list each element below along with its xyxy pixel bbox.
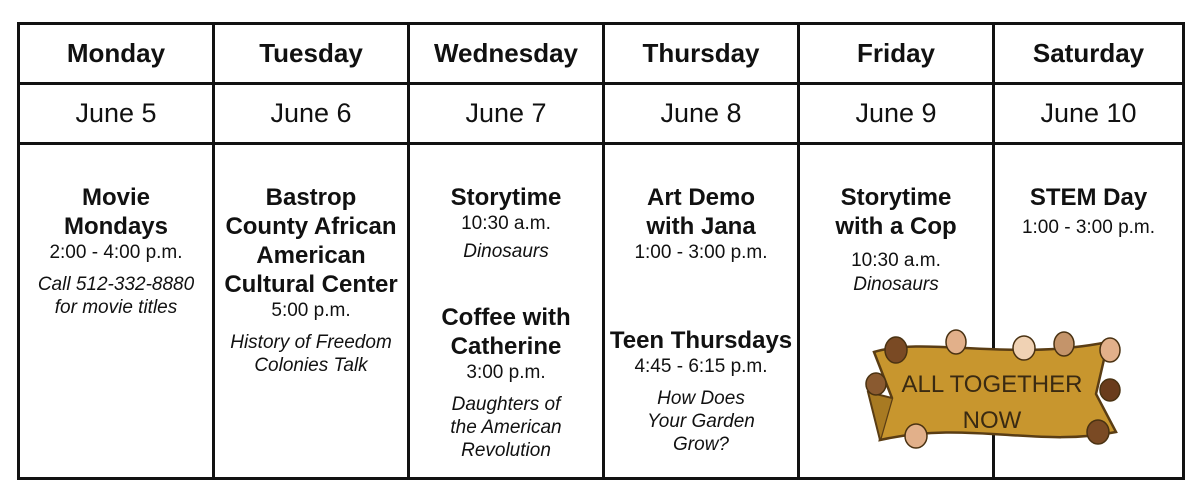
event-note: the American [450, 417, 562, 438]
date-header: June 9 [800, 85, 992, 145]
event-note: Dinosaurs [853, 274, 939, 295]
day-events [215, 145, 407, 477]
event-note: Grow? [673, 434, 729, 455]
event-note: Daughters of [451, 394, 561, 415]
event-title: Mondays [63, 213, 168, 240]
event-title: Storytime [840, 184, 952, 211]
event-title: with Jana [646, 213, 756, 240]
event-title: with a Cop [835, 213, 957, 240]
date-header: June 5 [20, 85, 212, 145]
event-note: Revolution [461, 440, 551, 461]
all-together-now-banner [858, 328, 1123, 452]
event-time: 4:45 - 6:15 p.m. [634, 356, 768, 377]
event-storytime-with-a-cop [800, 183, 992, 296]
thursday-column [605, 25, 800, 477]
event-title: American [256, 242, 366, 269]
event-time: 10:30 a.m. [851, 250, 941, 271]
event-note: Your Garden [647, 411, 755, 432]
event-time: 1:00 - 3:00 p.m. [1021, 217, 1156, 238]
event-note: How Does [657, 388, 745, 409]
tuesday-column [215, 25, 410, 477]
event-note: for movie titles [54, 297, 178, 318]
event-storytime [410, 183, 602, 263]
event-title: Catherine [450, 333, 562, 360]
event-title: Movie [81, 184, 150, 211]
event-title: Art Demo [646, 184, 755, 211]
event-title: Teen Thursdays [609, 327, 793, 354]
event-title: County African [225, 213, 397, 240]
date-header: June 8 [605, 85, 797, 145]
event-note: History of Freedom [230, 332, 392, 353]
banner-text: NOW [962, 407, 1022, 434]
event-title: Bastrop [265, 184, 357, 211]
monday-column [20, 25, 215, 477]
day-events [20, 145, 212, 477]
event-art-demo [605, 183, 797, 265]
event-time: 1:00 - 3:00 p.m. [634, 242, 768, 263]
event-movie-mondays [20, 183, 212, 319]
day-header: Thursday [605, 25, 797, 85]
day-header: Friday [800, 25, 992, 85]
event-time: 5:00 p.m. [271, 300, 351, 321]
day-events [605, 145, 797, 477]
event-cultural-center [215, 183, 407, 377]
wednesday-column [410, 25, 605, 477]
event-coffee-with-catherine [410, 303, 602, 462]
event-note: Call 512-332-8880 [37, 274, 195, 295]
event-title: Cultural Center [224, 271, 398, 298]
event-time: 10:30 a.m. [461, 213, 551, 234]
event-title: Coffee with [441, 304, 571, 331]
banner-text: ALL TOGETHER [901, 371, 1083, 398]
day-events [410, 145, 602, 477]
date-header: June 6 [215, 85, 407, 145]
date-header: June 10 [995, 85, 1182, 145]
day-header: Wednesday [410, 25, 602, 85]
event-title: STEM Day [1029, 184, 1148, 211]
event-time: 3:00 p.m. [466, 362, 546, 383]
event-teen-thursdays [605, 326, 797, 456]
day-header: Tuesday [215, 25, 407, 85]
day-header: Saturday [995, 25, 1182, 85]
event-stem-day [995, 183, 1182, 240]
event-title: Storytime [450, 184, 562, 211]
date-header: June 7 [410, 85, 602, 145]
day-header: Monday [20, 25, 212, 85]
event-note: Dinosaurs [463, 241, 549, 262]
event-time: 2:00 - 4:00 p.m. [49, 242, 183, 263]
event-note: Colonies Talk [254, 355, 368, 376]
